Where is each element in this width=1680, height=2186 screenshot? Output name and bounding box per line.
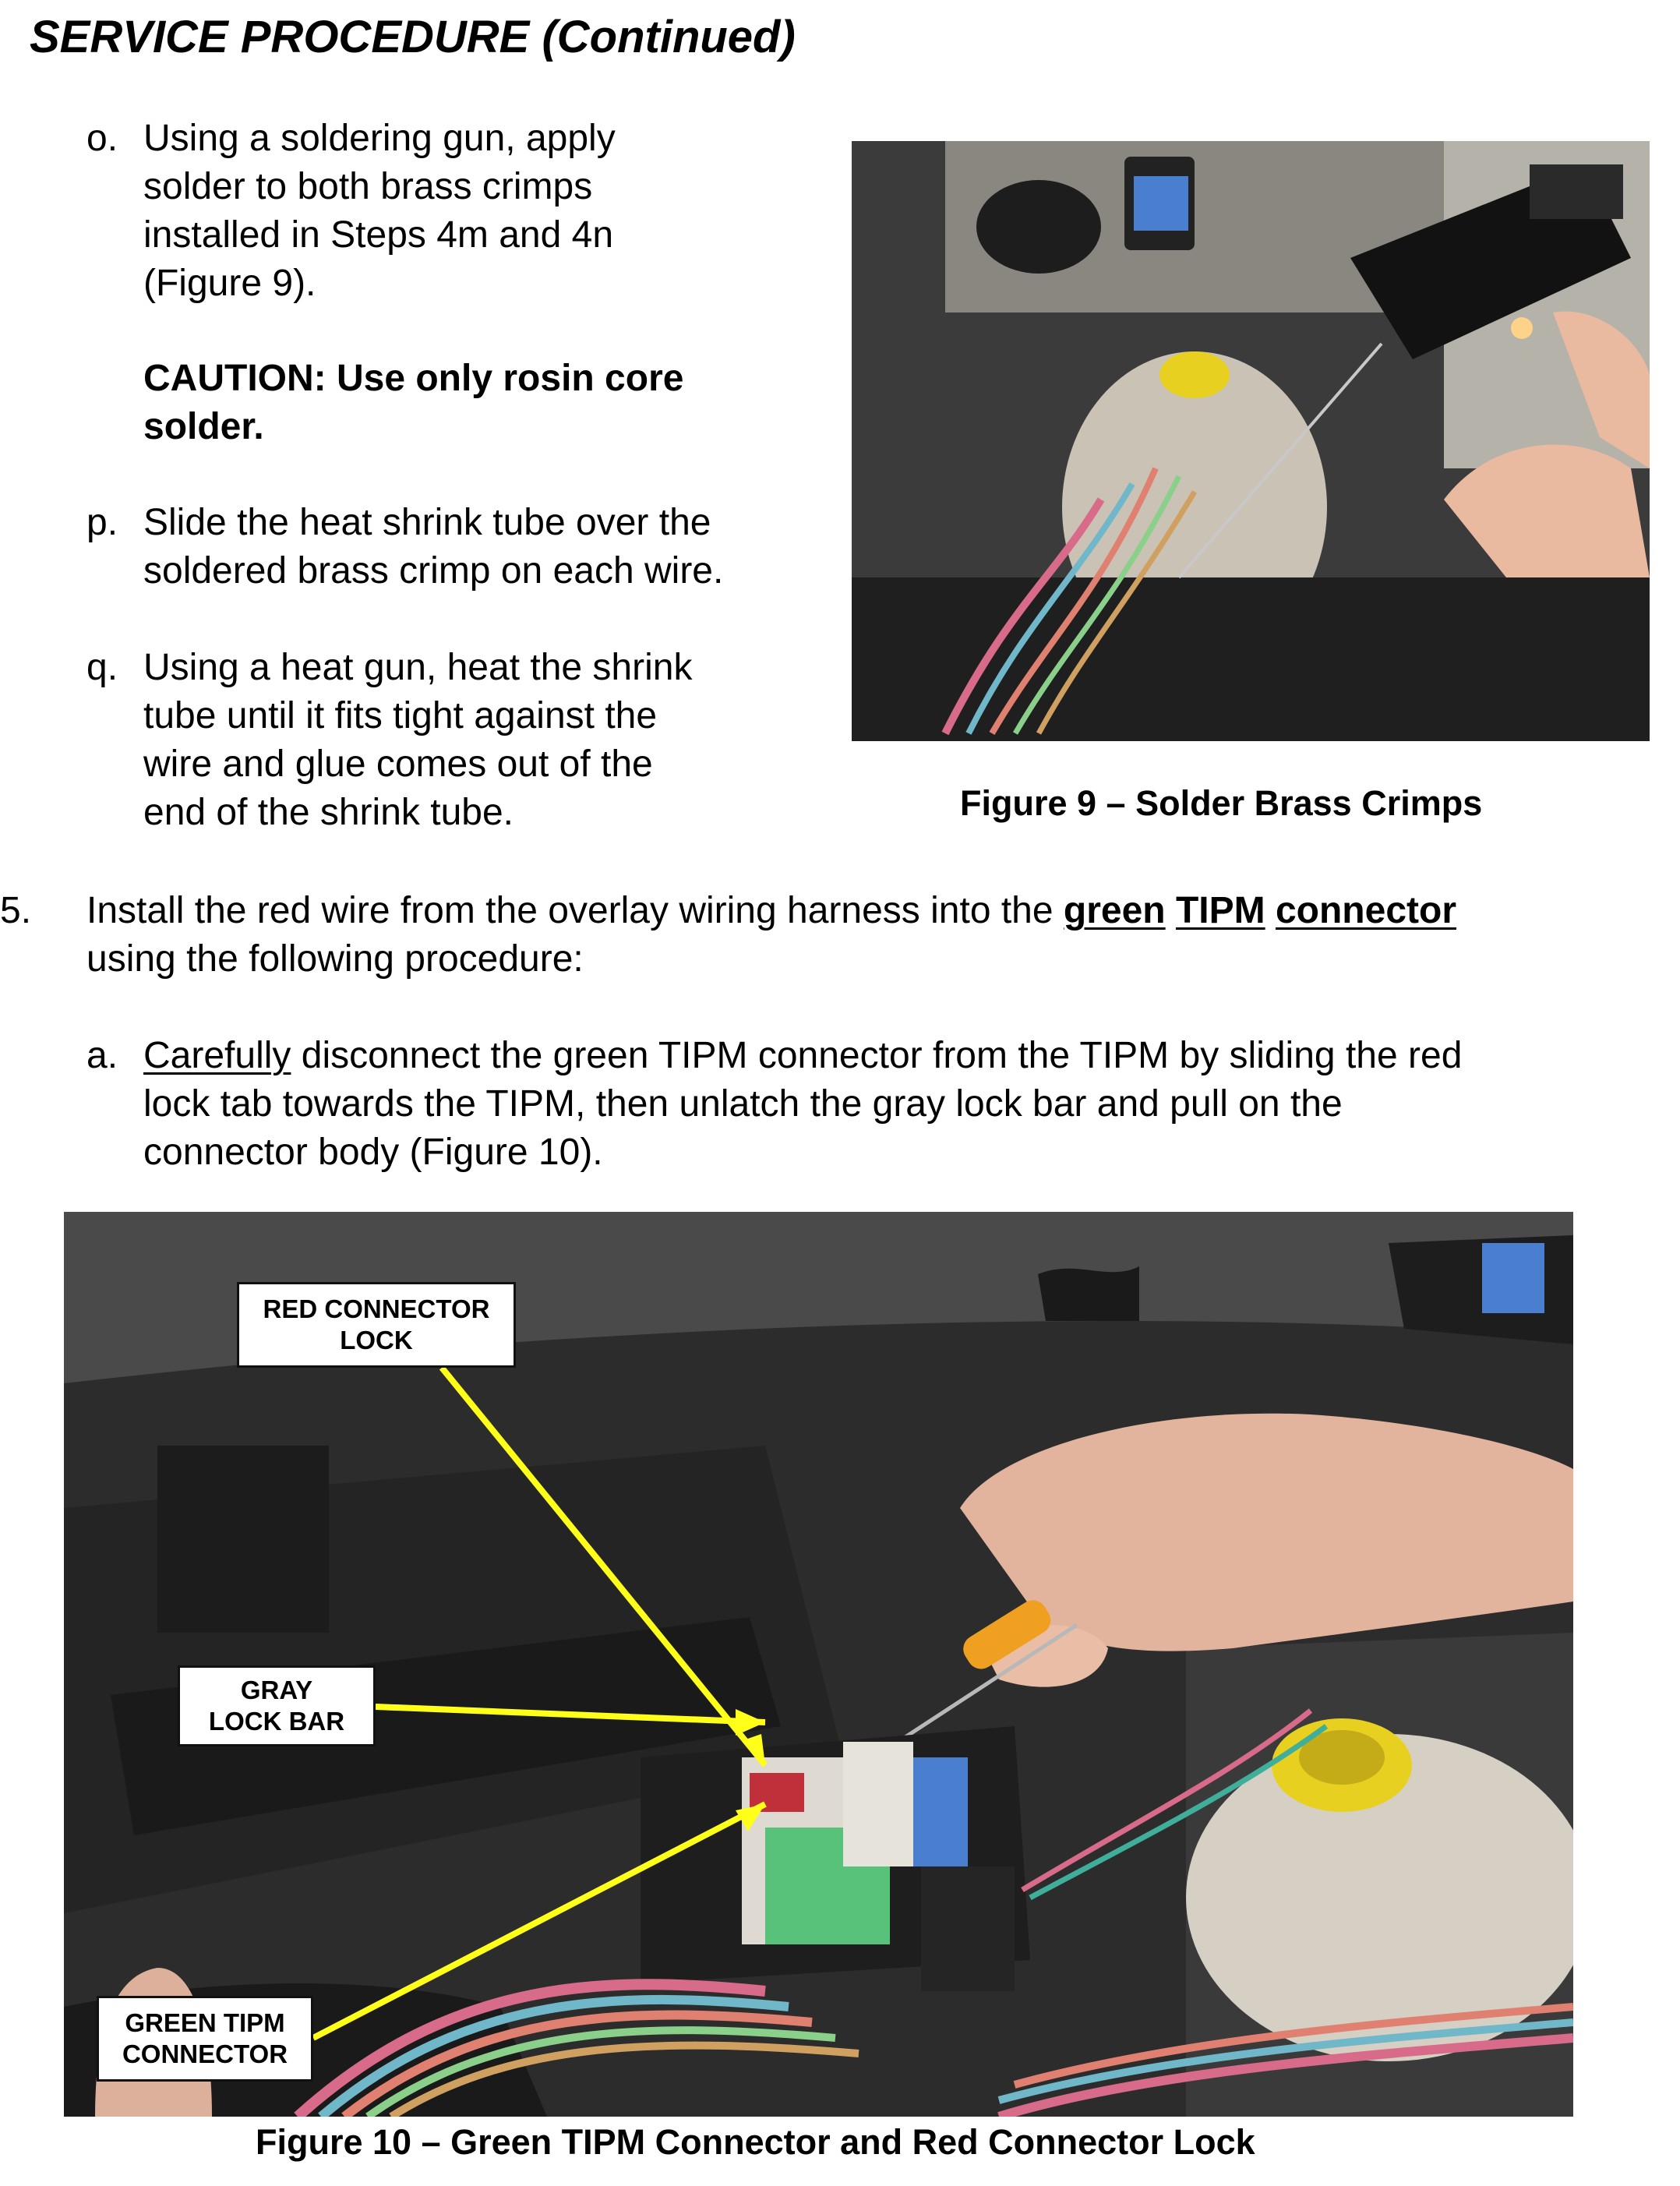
page-title: SERVICE PROCEDURE (Continued) xyxy=(30,12,796,62)
callout-line: RED CONNECTOR xyxy=(263,1294,490,1323)
callout-line: GRAY xyxy=(240,1676,313,1704)
emphasis-connector: connector xyxy=(1275,890,1456,931)
step-q-line: end of the shrink tube. xyxy=(143,792,514,833)
caution-note xyxy=(143,355,845,451)
caution-line: CAUTION: Use only rosin core xyxy=(143,358,684,399)
step-o-line: (Figure 9). xyxy=(143,263,316,304)
step-q-text xyxy=(143,644,845,837)
figure-10-photo xyxy=(64,1212,1573,2117)
callout-line: GREEN TIPM xyxy=(125,2008,285,2037)
caution-line: solder. xyxy=(143,406,264,447)
step-5-text xyxy=(86,887,1661,984)
emphasis-green: green xyxy=(1063,890,1166,931)
emphasis-carefully: Carefully xyxy=(143,1035,291,1076)
step-q-line: wire and glue comes out of the xyxy=(143,743,653,785)
emphasis-tipm: TIPM xyxy=(1175,890,1265,931)
step-o-text xyxy=(143,115,845,308)
step-5-intro: Install the red wire from the overlay wiring harness into the xyxy=(86,890,1064,931)
step-5-line-1 xyxy=(86,887,1661,935)
step-5a-line-2: lock tab towards the TIPM, then unlatch the gray lock bar and pull on the xyxy=(143,1083,1343,1125)
step-p-text xyxy=(143,499,860,595)
callout-line: CONNECTOR xyxy=(122,2039,288,2068)
step-5a-text xyxy=(143,1032,1671,1177)
step-5a-line-1-rest: disconnect the green TIPM connector from the TIPM by sliding the red xyxy=(291,1035,1463,1076)
step-5a-line-1 xyxy=(143,1032,1671,1080)
step-o-line: Using a soldering gun, apply xyxy=(143,118,616,159)
step-q-line: Using a heat gun, heat the shrink xyxy=(143,647,693,688)
step-5-marker: 5. xyxy=(0,890,32,931)
step-o-marker: o. xyxy=(86,118,118,159)
figure-10-caption: Figure 10 – Green TIPM Connector and Red Connector Lock xyxy=(256,2122,1255,2162)
figure-9-illustration xyxy=(852,141,1650,741)
callout-red-connector-lock xyxy=(237,1282,516,1368)
callout-green-tipm-connector xyxy=(97,1996,313,2082)
step-p-marker: p. xyxy=(86,502,118,543)
step-5a-marker: a. xyxy=(86,1035,118,1076)
callout-line: LOCK BAR xyxy=(208,1707,345,1736)
figure-9-caption: Figure 9 – Solder Brass Crimps xyxy=(960,783,1483,823)
step-5-line-2: using the following procedure: xyxy=(86,938,584,980)
callout-gray-lock-bar xyxy=(178,1665,376,1746)
callout-line: LOCK xyxy=(340,1326,413,1354)
step-p-line: Slide the heat shrink tube over the xyxy=(143,502,711,543)
step-5a-line-3: connector body (Figure 10). xyxy=(143,1132,603,1173)
figure-9-photo xyxy=(852,141,1650,741)
step-o-line: solder to both brass crimps xyxy=(143,166,593,207)
step-q-line: tube until it fits tight against the xyxy=(143,695,658,736)
step-p-line: soldered brass crimp on each wire. xyxy=(143,550,724,592)
step-o-line: installed in Steps 4m and 4n xyxy=(143,214,614,256)
step-q-marker: q. xyxy=(86,647,118,688)
